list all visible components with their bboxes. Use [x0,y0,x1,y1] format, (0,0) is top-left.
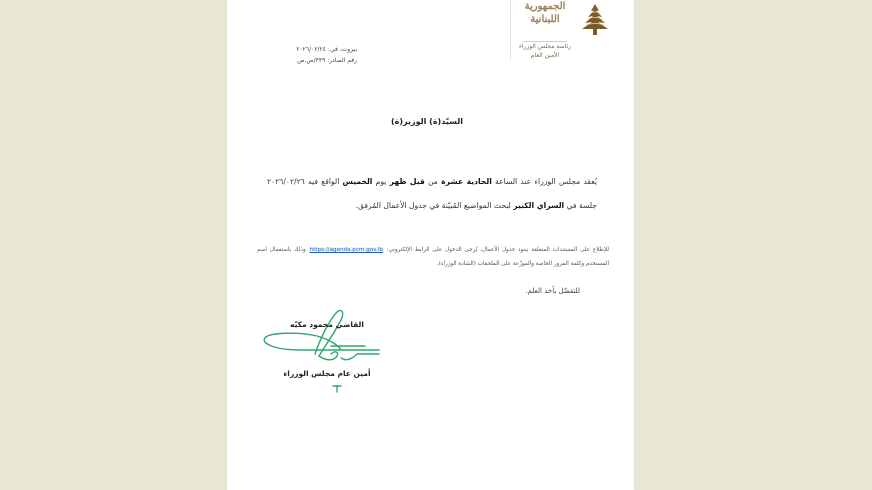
cedar-tree-icon [577,2,613,38]
republic-title-line2: اللبنانية [530,14,560,25]
meeting-location: السراي الكبير [513,201,565,210]
body-text-segment: يوم [372,177,390,186]
office-line1: رئاسة مجلس الوزراء [518,43,572,50]
closing-line: للتفضّل بأخذ العلم. [525,287,580,295]
body-text-segment: من [424,177,442,186]
note-text-segment: للإطلاع على المستندات المتعلقة ببنود جدول الأعمال، يُرجى الدخول على الرابط الإلكتروني: [383,247,610,253]
date-line: بيروت، في: ٢٠٢٦/٠٢/٢٤ [296,46,357,53]
salutation: السيّد(ة) الوزير(ة) [391,117,463,126]
office-line2: الأمين العام [530,52,560,59]
body-text-segment: يُعقد مجلس الوزراء عند الساعة [491,177,597,186]
meeting-hour: الحادية عشرة [441,177,492,186]
reference-number: رقم الصادر: ٣٣٩/ص.ص [297,57,357,64]
meeting-day: الخميس [342,177,373,186]
body-text-segment: الواقع فيه ٢٠٢٦/٠٢/٢٦ جلسة في [267,177,597,210]
signer-title: أمين عام مجلس الوزراء [283,369,371,378]
body-text-segment: لبحث المواضيع المُبيّنة في جدول الأعمال المُرفق. [355,201,514,210]
agenda-link[interactable]: https://agenda.pcm.gov.lb [309,247,383,253]
body-paragraph [267,170,597,218]
signer-name: القاضي محمود مكيّه [290,320,364,329]
note-text-segment: وذلك باستعمال اسم المستخدم وكلمة المرور الخاصة والموزّعة على الملحقات (الشادة الوزراء). [257,247,609,267]
document-page [227,0,634,490]
republic-title-line1: الجمهورية [524,1,566,12]
letterhead-vertical-rule [510,0,511,60]
documents-note [257,243,609,271]
office-name [513,42,577,60]
republic-title [517,0,573,26]
meeting-period: قبل ظهر [389,177,425,186]
date-reference-block [257,44,357,66]
